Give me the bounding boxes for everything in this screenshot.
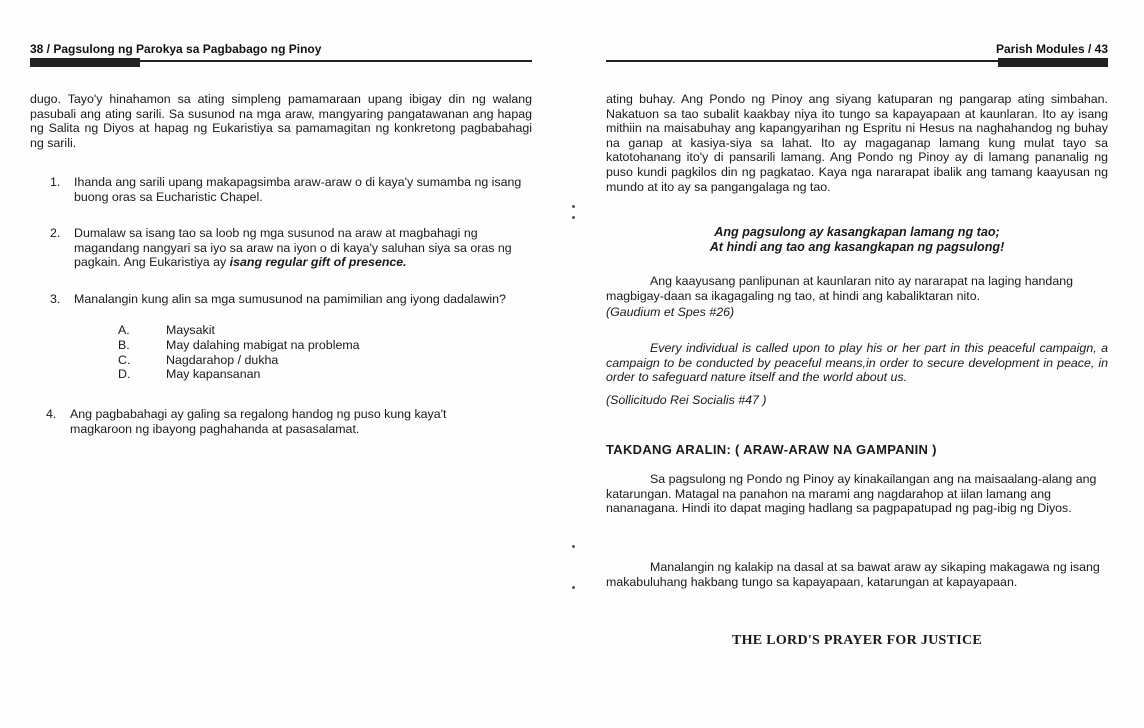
- right-paragraph-5: Manalangin ng kalakip na dasal at sa bawat araw ay sikaping makagawa ng isang makabuluhang hakbang tungo sa kapayapaan, katarungan at kapayapaan.: [606, 560, 1100, 589]
- emphasis-quote: [606, 225, 1108, 256]
- list-item-number: 2.: [50, 226, 61, 240]
- list-item-1: [50, 175, 532, 204]
- citation-sollicitudo: (Sollicitudo Rei Socialis #47 ): [606, 393, 767, 407]
- scan-speck: [572, 216, 575, 219]
- option-c: [118, 353, 360, 368]
- left-intro-paragraph: dugo. Tayo'y hinahamon sa ating simpleng pamamaraan upang ibigay din ng walang pasubali ang ating sarili. Sa susunod na mga araw, mangyaring pangatawanan ang hapag ng Salita ng Diyos at hapag ng Eukaristiya sa pamamagitan ng konkretong pagbabahagi ng sarili.: [30, 92, 532, 150]
- list-item-number: 3.: [50, 292, 61, 306]
- scan-speck: [572, 205, 575, 208]
- quote-line-2: At hindi ang tao ang kasangkapan ng pagsulong!: [709, 240, 1005, 255]
- left-header-bar: [30, 58, 140, 67]
- option-text: Maysakit: [166, 323, 215, 337]
- option-text: May kapansanan: [166, 367, 261, 382]
- right-page: [606, 0, 1108, 728]
- scan-speck: [572, 586, 575, 589]
- options-list: [118, 323, 360, 382]
- right-paragraph-1: ating buhay. Ang Pondo ng Pinoy ang siyang katuparan ng pangarap ating simbahan. Nakatuon sa tao subalit kaakbay niya ito tungo sa kapayapaan at kaunlaran. Ito ay isang mithiin na maisabuhay ang kapangyarihan ng Espritu ni Hesus na naghahandog ng buhay na ganap at kasiya-siya sa lahat. Ito ay magaganap lamang kung mulat tayo sa katotohanang ito'y di pansarili lamang. Ang Pondo ng Pinoy ay di lamang pananalig ng puso kundi pagkilos din ng pagkatao. Kaya nga nararapat ibalik ang tamang kaayusan ng mundo at ito ay sa pangangalaga ng tao.: [606, 92, 1108, 194]
- list-item-3: [50, 292, 532, 307]
- list-item-number: 1.: [50, 175, 61, 189]
- list-item-text: Ihanda ang sarili upang makapagsimba araw-araw o di kaya'y sumamba ng isang buong oras sa Eucharistic Chapel.: [74, 175, 522, 204]
- right-paragraph-2: Ang kaayusang panlipunan at kaunlaran nito ay nararapat na laging handang magbigay-daan sa ikagagaling ng tao, at hindi ang kabaliktaran nito.: [606, 274, 1073, 303]
- list-item-2: [50, 226, 532, 270]
- citation-gaudium: (Gaudium et Spes #26): [606, 305, 735, 319]
- option-text: Nagdarahop / dukha: [166, 352, 279, 367]
- takdang-aralin-heading: TAKDANG ARALIN: ( ARAW-ARAW NA GAMPANIN ): [606, 442, 937, 457]
- option-a: [118, 323, 360, 338]
- option-letter: B.: [118, 337, 130, 352]
- right-header-bar: [998, 58, 1108, 67]
- option-d: [118, 367, 360, 382]
- right-page-header: Parish Modules / 43: [995, 42, 1108, 56]
- right-paragraph-4: Sa pagsulong ng Pondo ng Pinoy ay kinakailangan ang na maisaalang-alang ang katarungan. Matagal na panahon na marami ang nagdarahop at iilan lamang ang nananagana. Hindi ito dapat maging hadlang sa pagpapatupad ng pag-ibig ng Diyos.: [606, 472, 1097, 516]
- list-item-text: Ang pagbabahagi ay galing sa regalong handog ng puso kung kaya't magkaroon ng ibayong paghahanda at pasasalamat.: [70, 407, 447, 436]
- left-page: [30, 0, 532, 728]
- option-letter: A.: [118, 323, 130, 337]
- list-item-text-main: Dumalaw sa isang tao sa loob ng mga susunod na araw at magbahagi ng magandang nangyari sa iyo sa araw na iyon o di kaya'y saluhan siya sa oras ng pagkain. Ang Eukaristiya ay: [74, 226, 512, 270]
- quote-line-1: Ang pagsulong ay kasangkapan lamang ng tao;: [714, 225, 1000, 239]
- list-item-4: [46, 407, 492, 436]
- right-paragraph-3: Every individual is called upon to play his or her part in this peaceful campaign, a campaign to be conducted by peaceful means,in order to secure development in peace, in order to safeguard nature itself and the world about us.: [606, 341, 1108, 385]
- prayer-title: THE LORD'S PRAYER FOR JUSTICE: [731, 633, 983, 648]
- emphasis-text: isang regular gift of presence.: [229, 255, 407, 270]
- list-item-number: 4.: [46, 407, 57, 421]
- list-item-text: [74, 226, 532, 270]
- option-b: [118, 338, 360, 353]
- option-text: May dalahing mabigat na problema: [166, 337, 360, 352]
- list-item-text: Manalangin kung alin sa mga sumusunod na pamimilian ang iyong dadalawin?: [74, 292, 506, 306]
- option-letter: C.: [118, 352, 131, 367]
- option-letter: D.: [118, 367, 131, 382]
- left-page-header: 38 / Pagsulong ng Parokya sa Pagbabago ng Pinoy: [30, 42, 322, 56]
- scan-speck: [572, 545, 575, 548]
